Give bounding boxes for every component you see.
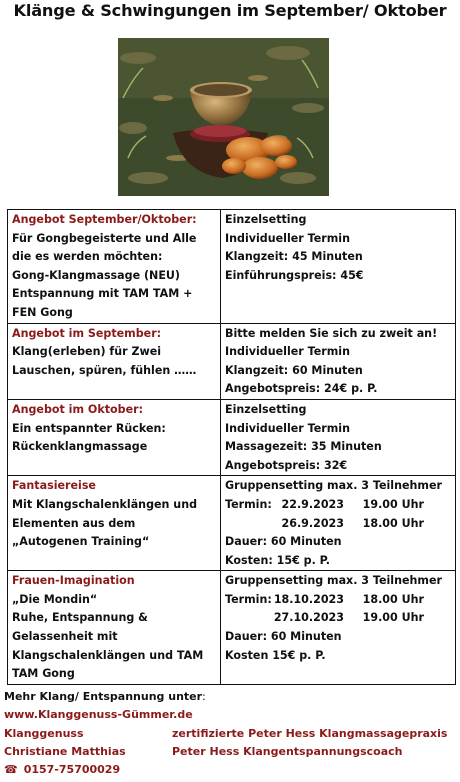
singing-bowl-photo [118,38,329,196]
offer-line: Klangschalenklängen und TAM [12,648,204,662]
offer-line: Mit Klangschalenklängen und [12,497,198,511]
offer-line: FEN Gong [12,305,73,319]
offer-line: Klang(erleben) für Zwei [12,345,162,359]
date-label [225,515,272,534]
photo-illustration [118,38,329,196]
certification-text: zertifizierte Peter Hess Klangmassagepraxis [172,726,448,740]
time-value: 18.00 Uhr [362,592,424,606]
offer-line: Ruhe, Entspannung & [12,611,148,625]
offer-row [8,476,456,571]
time-value: 18.00 Uhr [362,516,424,530]
offer-line: Ein entspannter Rücken: [12,421,166,435]
offer-detail: Gruppensetting max. 3 Teilnehmer [225,479,442,493]
more-info-colon: : [202,690,206,703]
brand-row [4,725,456,743]
phone-number[interactable]: 0157-75700029 [23,763,121,777]
offer-line: Gelassenheit mit [12,630,118,644]
offer-line: Elementen aus dem [12,516,136,530]
offer-detail: Kosten: 15€ p. P. [225,553,330,567]
offer-detail: Angebotspreis: 32€ [225,458,348,472]
offer-detail: Individueller Termin [225,421,350,435]
offer-description [8,323,221,399]
date-label: Termin: [225,592,272,606]
page-title: Klänge & Schwingungen im September/ Oktober [13,1,447,20]
offer-detail: Individueller Termin [225,345,350,359]
offer-details [221,210,456,324]
offer-heading: Fantasiereise [12,479,96,493]
offer-heading: Angebot im September: [12,326,162,340]
offer-row [8,571,456,685]
owner-row [4,743,456,761]
offer-description [8,571,221,685]
offer-description [8,210,221,324]
time-value: 19.00 Uhr [362,611,424,625]
offer-detail: Gruppensetting max. 3 Teilnehmer [225,574,442,588]
contact-footer [4,688,456,779]
brand-name: Klanggenuss [4,726,84,740]
offer-heading: Frauen-Imagination [12,574,135,588]
offer-date-row [225,591,452,610]
offer-row [8,399,456,475]
offer-detail: Angebotspreis: 24€ p. P. [225,382,378,396]
offers-table [7,209,456,685]
offer-detail: Klangzeit: 45 Minuten [225,250,363,264]
offer-line: Entspannung mit TAM TAM + [12,287,193,301]
offer-row [8,323,456,399]
offer-details [221,571,456,685]
offer-line: die es werden möchten: [12,250,163,264]
offer-detail: Individueller Termin [225,231,350,245]
time-value: 19.00 Uhr [362,497,424,511]
offer-detail: Einzelsetting [225,402,307,416]
date-label [225,609,272,628]
offer-line: TAM Gong [12,667,75,681]
offer-date-row [225,609,452,628]
offer-details [221,476,456,571]
phone-icon: ☎ [4,763,18,777]
offer-line: Lauschen, spüren, fühlen …… [12,363,197,377]
offer-detail: Einführungspreis: 45€ [225,268,364,282]
offer-heading: Angebot im Oktober: [12,402,144,416]
offer-description [8,399,221,475]
offer-row [8,210,456,324]
offer-detail: Klangzeit: 60 Minuten [225,363,363,377]
website-row [4,706,456,724]
offer-line: Gong-Klangmassage (NEU) [12,268,180,282]
offer-details [221,399,456,475]
offer-detail: Dauer: 60 Minuten [225,630,342,644]
phone-row [4,761,456,779]
more-info-row [4,688,456,706]
offer-line: „Autogenen Training“ [12,535,150,549]
offer-line: Rückenklangmassage [12,440,148,454]
offer-heading: Angebot September/Oktober: [12,213,197,226]
offer-detail: Massagezeit: 35 Minuten [225,440,382,454]
coach-text: Peter Hess Klangentspannungscoach [172,744,403,758]
date-value: 27.10.2023 [273,611,344,625]
offer-date-row [225,515,452,534]
date-value: 18.10.2023 [273,592,344,606]
offer-line: Für Gongbegeisterte und Alle [12,231,197,245]
date-value: 26.9.2023 [281,516,344,530]
offer-detail: Dauer: 60 Minuten [225,535,342,549]
offer-line: „Die Mondin“ [12,592,98,606]
offer-detail: Einzelsetting [225,213,307,226]
offer-description [8,476,221,571]
offer-details [221,323,456,399]
more-info-text: Mehr Klang/ Entspannung unter [4,690,203,703]
date-label: Termin: [225,497,272,511]
offer-detail: Bitte melden Sie sich zu zweit an! [225,326,438,340]
website-link[interactable]: www.Klanggenuss-Gümmer.de [4,708,193,722]
offer-detail: Kosten 15€ p. P. [225,648,326,662]
offer-date-row [225,496,452,515]
owner-name: Christiane Matthias [4,744,126,758]
date-value: 22.9.2023 [281,497,344,511]
